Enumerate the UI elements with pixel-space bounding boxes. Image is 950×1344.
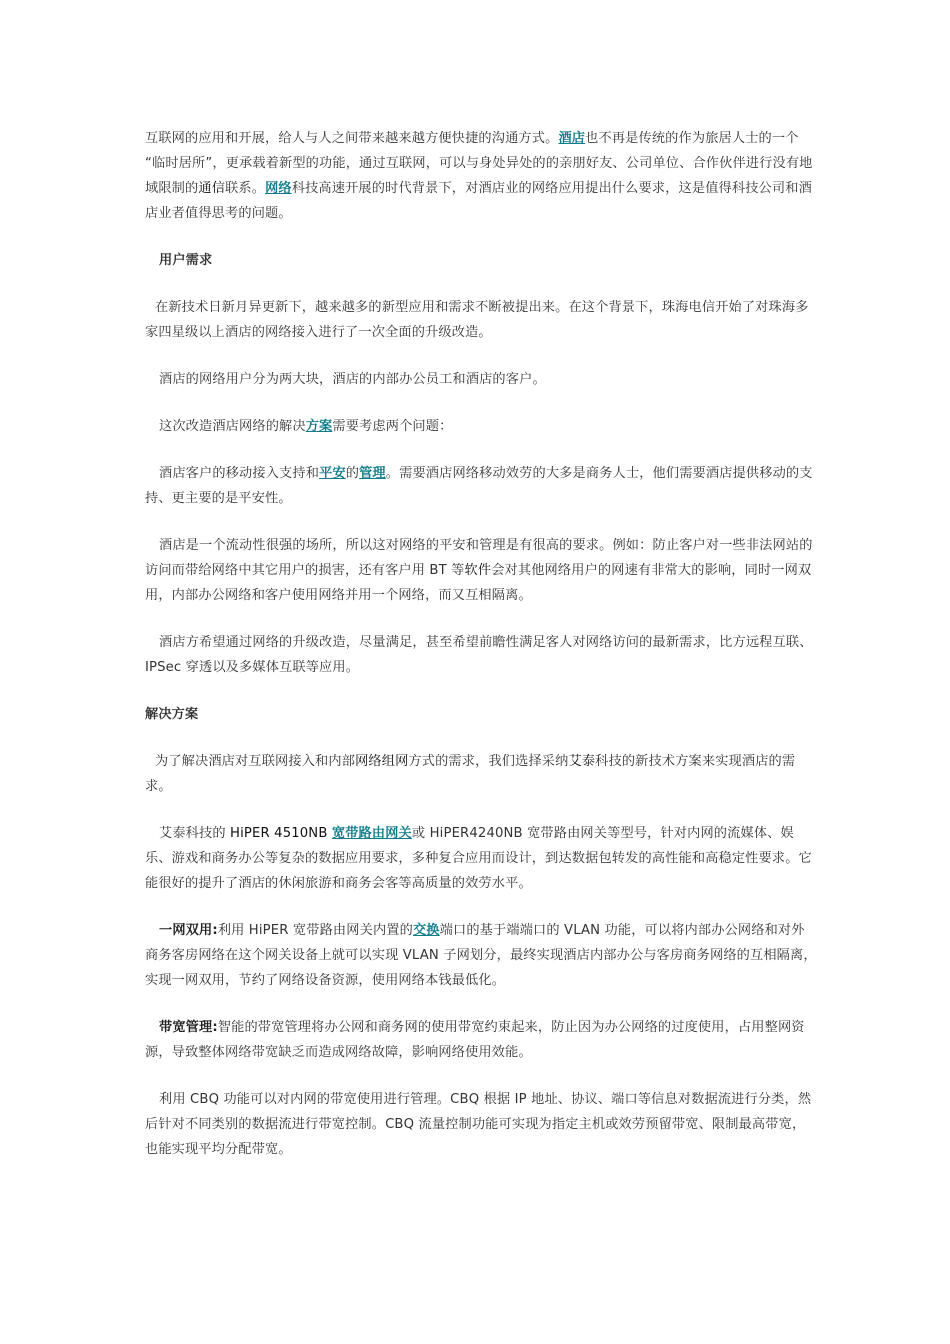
text: 需要考虑两个问题： [332, 419, 453, 434]
document-body [145, 126, 817, 1162]
text: 智能的带宽管理将办公网和商务网的使用带宽约束起来，防止因为办公网络的过度使用，占用整网资源，导致整体网络带宽缺乏而造成网络故障，影响网络使用效能。 [145, 1020, 805, 1060]
text: 艾泰科技的 [159, 826, 231, 841]
paragraph-intro [145, 126, 817, 226]
paragraph-solution-intro [145, 749, 817, 799]
text: 会对其他网络用户的网速有非常大的影响，同时一网双用，内部办公网络和客户使用网络并用一个网络，而又互相隔离。 [145, 563, 812, 603]
keyword-link-security[interactable]: 平安 [319, 466, 346, 481]
text: 的 [345, 466, 360, 481]
keyword-link-management[interactable]: 管理 [359, 466, 386, 481]
keyword-link-hotel[interactable]: 酒店 [558, 131, 586, 146]
text: 联系。 [225, 181, 266, 196]
paragraph-future-needs: 酒店方希望通过网络的升级改造，尽量满足，甚至希望前瞻性满足客人对网络访问的最新需求，比方远程互联、IPSec 穿透以及多媒体互联等应用。 [145, 635, 813, 675]
text: 这次改造酒店网络的解决 [159, 419, 306, 434]
paragraph-one-network-dual-use [145, 918, 817, 993]
text: 为了解决酒店对互联网接入和内部 [155, 754, 356, 769]
paragraph-mobile-access [145, 461, 817, 511]
keyword-link-broadband-router[interactable]: 宽带路由网关 [331, 826, 412, 841]
text: 利用 HiPER 宽带路由网关内置的 [217, 923, 413, 938]
text: 端口的基于端端口的 VLAN 功能，可以将内部办公网络和对外商务客房网络在这个网关设备上就可以实现 VLAN 子网划分，最终实现酒店内部办公与客房商务网络的互相隔离，实现一网双用，节约了网络设备资源，使用网络本钱最低化。 [145, 923, 817, 988]
keyword-link-solution[interactable]: 方案 [305, 419, 333, 434]
label-one-network-dual-use: 一网双用: [159, 923, 218, 938]
paragraph-products [145, 821, 817, 896]
paragraph-bandwidth-management [145, 1015, 817, 1065]
paragraph-cbq: 利用 CBQ 功能可以对内网的带宽使用进行管理。CBQ 根据 IP 地址、协议、端口等信息对数据流进行分类，然后针对不同类别的数据流进行带宽控制。CBQ 流量控制功能可实现为指定主机或效劳预留带宽、限制最高带宽，也能实现平均分配带宽。 [145, 1092, 812, 1157]
label-bandwidth-management: 带宽管理: [159, 1020, 218, 1035]
term-utt: 艾泰 [568, 754, 596, 769]
paragraph-user-types: 酒店的网络用户分为两大块，酒店的内部办公员工和酒店的客户。 [159, 372, 546, 387]
term-software: 软件 [464, 563, 492, 578]
heading-user-needs: 用户需求 [159, 253, 213, 268]
text: 方式的需求，我们选择采纳 [408, 754, 569, 769]
term-networking: 网络组网 [355, 754, 409, 769]
text: 。需要酒店网络移动效劳的大多是商务人士，他们需要酒店提供移动的支持、更主要的是平安性。 [145, 466, 813, 506]
text: 酒店客户的移动接入支持和 [159, 466, 320, 481]
paragraph-background: 在新技术日新月异更新下，越来越多的新型应用和需求不断被提出来。在这个背景下，珠海电信开始了对珠海多家四星级以上酒店的网络接入进行了一次全面的升级改造。 [145, 300, 809, 340]
text: 科技的新技术方案来实现酒店的需求。 [145, 754, 796, 794]
heading-solution: 解决方案 [145, 707, 199, 722]
keyword-link-network[interactable]: 网络 [265, 181, 292, 196]
text: 也不再是传统的作为旅居人士的一个 “临时居所”，更承载着新型的功能，通过互联网，可以与身处异处的的亲朋好友、公司单位、合作伙伴进行没有地域限制的 [145, 131, 813, 196]
text: 互联网的应用和开展，给人与人之间带来越来越方便快捷的沟通方式。 [145, 131, 559, 146]
paragraph-problems [145, 414, 817, 439]
paragraph-security-requirements [145, 533, 817, 608]
text: 或 HiPER4240NB 宽带路由网关等型号，针对内网的流媒体、娱乐、游戏和商务办公等复杂的数据应用要求，多种复合应用而设计，到达数据包转发的高性能和高稳定性要求。它能很好的提升了酒店的休闲旅游和商务会客等高质量的效劳水平。 [145, 826, 812, 891]
term-hiper-4510nb: HiPER 4510NB [230, 826, 328, 841]
text: 科技高速开展的时代背景下，对酒店业的网络应用提出什么要求，这是值得科技公司和酒店业者值得思考的问题。 [145, 181, 812, 221]
term-communication: 通信 [198, 181, 226, 196]
keyword-link-switch[interactable]: 交换 [412, 923, 440, 938]
text: 酒店是一个流动性很强的场所，所以这对网络的平安和管理是有很高的要求。例如：防止客户对一些非法网站的访问而带给网络中其它用户的损害，还有客户用 BT 等 [145, 538, 813, 578]
